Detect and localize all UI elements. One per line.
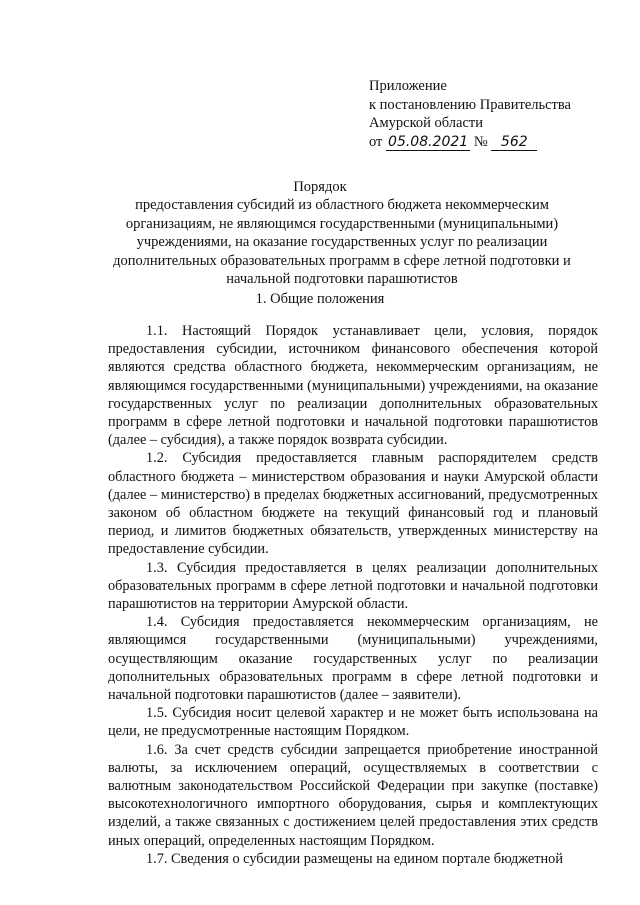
document-title: Порядок [293, 179, 347, 195]
paragraph-1-6: 1.6. За счет средств субсидии запрещается приобретение иностранной валюты, за исключением операций, осуществляемых в соответствии с валютным законодательством Российской Федерации при закупке (поставке) высокотехнологичного импортного оборудования, сырья и комплектующих изделий, а также связанных с достижением целей предоставления этих средств иных операций, определенных настоящим Порядком. [108, 741, 598, 849]
number-sign: № [473, 133, 488, 150]
section-heading: 1. Общие положения [255, 291, 385, 307]
appendix-region-line: Амурской области [369, 115, 483, 131]
appendix-label: Приложение [369, 78, 447, 94]
appendix-block [369, 77, 571, 151]
paragraph-1-3: 1.3. Субсидия предоставляется в целях реализации дополнительных образовательных программ в сфере летной подготовки и начальной подготовки парашютистов на территории Амурской области. [108, 559, 598, 613]
paragraph-1-2: 1.2. Субсидия предоставляется главным распорядителем средств областного бюджета – министерством образования и науки Амурской области (далее – министерство) в пределах бюджетных ассигнований, предусмотренных законом об областном бюджете на текущий финансовый год и плановый период, и лимитов бюджетных обязательств, утвержденных министерству на предоставление субсидии. [108, 450, 598, 558]
appendix-date-line [369, 133, 571, 152]
handwritten-number: 562 [491, 135, 537, 151]
document-body [108, 322, 598, 868]
date-prefix: от [369, 133, 383, 150]
paragraph-1-1: 1.1. Настоящий Порядок устанавливает цели, условия, порядок предоставления субсидии, источником финансового обеспечения которой являются средства областного бюджета, некоммерческим организациям, не являющимся государственными (муниципальными) учреждениями, на оказание государственных услуг по реализации дополнительных образовательных программ в сфере летной подготовки и начальной подготовки парашютистов (далее – субсидия), а также порядок возврата субсидии. [108, 323, 598, 449]
handwritten-date: 05.08.2021 [388, 133, 469, 150]
document-subtitle: предоставления субсидий из областного бюджета некоммерческим организациям, не являющимся государственными (муниципальными) учреждениями, на оказание государственных услуг по реализации дополнительных образовательных программ в сфере летной подготовки и начальной подготовки парашютистов [113, 197, 571, 288]
appendix-decree-line: к постановлению Правительства [369, 96, 571, 113]
paragraph-1-5: 1.5. Субсидия носит целевой характер и не может быть использована на цели, не предусмотренные настоящим Порядком. [108, 705, 598, 740]
paragraph-1-7: 1.7. Сведения о субсидии размещены на едином портале бюджетной [146, 850, 563, 867]
paragraph-1-4: 1.4. Субсидия предоставляется некоммерческим организациям, не являющимся государственными (муниципальными) учреждениями, осуществляющим оказание государственных услуг по реализации дополнительных образовательных программ в сфере летной подготовки и начальной подготовки парашютистов (далее – заявители). [108, 614, 598, 704]
